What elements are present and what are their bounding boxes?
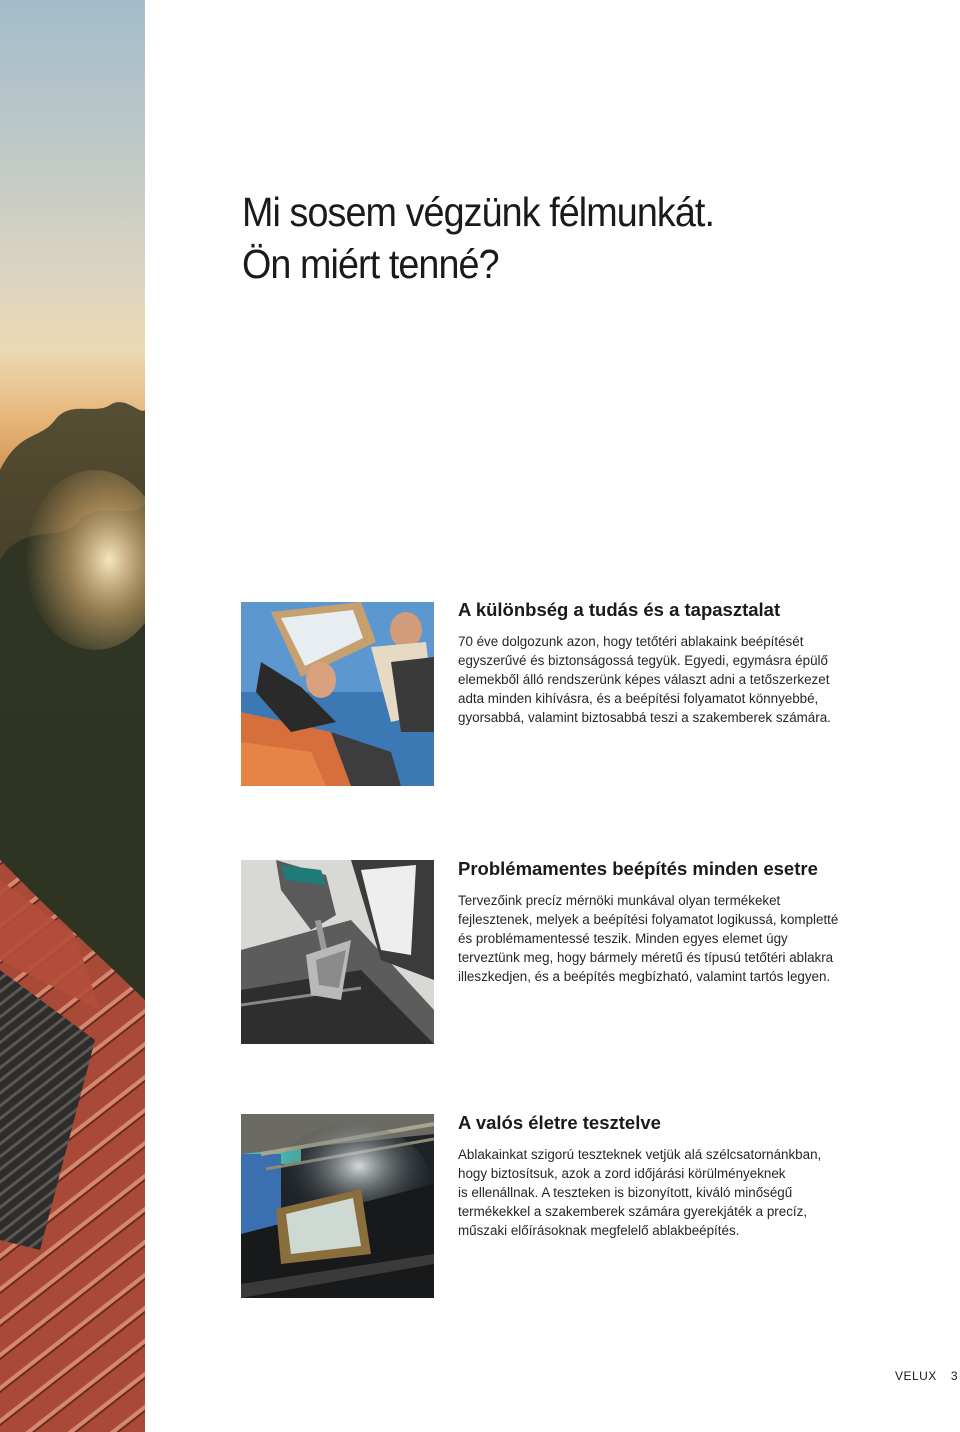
brand-name: VELUX: [894, 1369, 937, 1383]
page-number: 3: [950, 1369, 958, 1383]
section-installation: [458, 857, 878, 986]
section-body: 70 éve dolgozunk azon, hogy tetőtéri ablakaink beépítését egyszerűvé és biztonságossá tegyük. Egyedi, egymásra épülő elemekből álló rendszerünk képes választ adni a tetőszerkezet adta minden kihívásra, és a beépítési folyamatot könnyebbé, gyorsabbá, valamint biztosabbá teszi a szakemberek számára.: [458, 634, 831, 725]
page-footer: [760, 1369, 960, 1383]
section-body: Ablakainkat szigorú teszteknek vetjük alá szélcsatornánkban, hogy biztosítsuk, azok a zord időjárási körülményeknek is ellenállnak. A teszteken is bizonyított, kiváló minőségű termékekkel a szakemberek számára gyerekjáték a precíz, műszaki előírásoknak megfelelő ablakbeépítés.: [458, 1147, 822, 1238]
sunset-roof-photo: [0, 0, 145, 1432]
section-knowledge: [458, 598, 878, 727]
section-title: A különbség a tudás és a tapasztalat: [458, 599, 781, 620]
wind-tunnel-test-photo: [241, 1114, 434, 1298]
drill-installation-photo: [241, 860, 434, 1044]
installers-photo: [241, 602, 434, 786]
section-title: Problémamentes beépítés minden esetre: [458, 858, 818, 879]
section-body: Tervezőink precíz mérnöki munkával olyan termékeket fejlesztenek, melyek a beépítési folyamatot logikussá, kompletté és problémamentessé teszik. Minden egyes elemet úgy terveztünk meg, hogy bármely méretű és típusú tetőtéri ablakra illeszkedjen, és a beépítés megbízható, valamint tartós legyen.: [458, 893, 839, 984]
section-title: A valós életre tesztelve: [458, 1112, 661, 1133]
page-headline: [242, 186, 714, 290]
section-testing: [458, 1111, 878, 1240]
headline-line-2: Ön miért tenné?: [242, 241, 499, 287]
headline-line-1: Mi sosem végzünk félmunkát.: [242, 189, 715, 235]
